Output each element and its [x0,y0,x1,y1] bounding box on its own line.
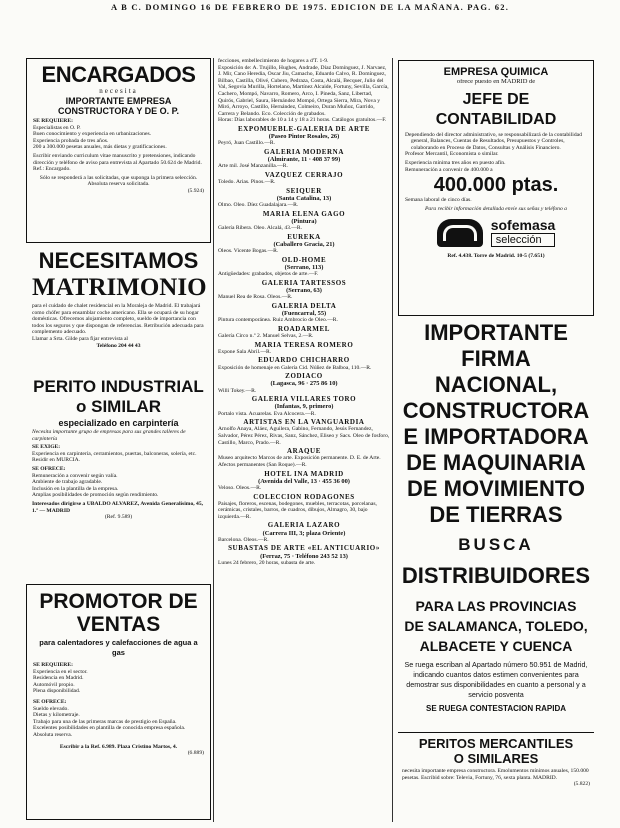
ad-ref: (6.889) [187,750,204,757]
list-item: Experiencia en el sector. [33,668,88,675]
gallery-desc: Portalo vista. Acuarelas. Eva Alcocera.—R. [218,410,316,417]
gallery-intro: fecciones, embellecimiento de hogares a d'T. 1-9. [218,58,329,64]
gallery-intro: Exposición de: A. Trujillo, Hughes, Andrade, Díaz Domínguez, J. Narvaez, J. Mir, Cano Heredia, Oscar Jiu, Camacho, Eduardo Calvo, R. Domínguez, Bilbao, Castilla, Olivé, Cubero, Pedraza, Costa, Alcalá, Becquer, Julio del Val, Segovia Murilla, Hortelano, Martínez Alcaide, Fortuny, Sevilla, García, Cachero, Mompó, Navarro, Romero, Arco, I. Pineda, Sanz, Libertad, Quirós, Gabriel, Saura, Hernández Mompó, Ortega Sierra, Mira, Nova y Miró, Arroyo, Castillo, Hernández, Colmeiro, Duran Muñoz, Garrido, Carrera y Belando. Eco. Colección de grabados. [218,64,389,117]
gallery-list [218,126,390,567]
gallery-name: ARAQUE [287,447,321,456]
gallery-desc: Museo arquitecto Marcos de arte. Exposición permanente. D. E. de Arte. Afectos permanentes (San Roque).—R. [218,455,381,468]
gallery-name: VAZQUEZ CERRAJO [264,170,344,179]
ad-title: FIRMA NACIONAL, [434,346,558,397]
gallery-desc: Lunes 24 febrero, 20 horas, subasta de arte. [218,559,316,566]
gallery-address: (Serrano, 63) [286,286,322,294]
list-item: Buen conocimiento y experiencia en urbanizaciones. [33,131,152,138]
page-header: A B C. DOMINGO 16 DE FEBRERO DE 1975. EDICION DE LA MAÑANA. PAG. 62. [110,2,510,12]
ad-info: Para recibir información detallada envíe sus señas y teléfono a [425,205,567,212]
gallery-entry [218,280,390,301]
list-item: Experiencia en carpintería, cerramientos, puertas, balconeras, solería, etc. [32,450,197,457]
ad-title: DE MOVIMIENTO [406,476,586,501]
gallery-name: EUREKA [287,232,321,241]
ad-subtitle: necesita [99,87,138,95]
gallery-address: (Serrano, 113) [284,263,324,271]
column-divider [392,58,393,822]
gallery-desc: Willi Tokey.—R. [218,387,257,394]
ad-title: CONSTRUCTORA [402,398,590,423]
list-item: Dietas y kilometraje. [33,712,80,719]
ad-empresa-quimica [398,60,594,316]
gallery-entry [218,172,390,186]
ad-title: ENCARGADOS [41,62,196,87]
ad-perito [26,374,211,560]
list-item: Trabajo para una de las primeras marcas de prestigio en España. [33,718,177,725]
gallery-name: EXPOMUEBLE-GALERIA DE ARTE [237,124,371,133]
gallery-address: (Infantas, 9, primero) [274,403,334,411]
gallery-name: MARIA TERESA ROMERO [254,340,354,349]
gallery-entry [218,357,390,371]
gallery-name: COLECCION RODAGONES [253,492,355,501]
ad-title: DISTRIBUIDORES [401,563,591,588]
logo-text: selección [491,233,556,247]
gallery-desc: Antigüedades: grabados, objetos de arte.—F. [218,271,319,278]
ad-title: E IMPORTADORA [403,424,589,449]
ad-firma-nacional [398,320,594,730]
list-item: Inclusión en la plantilla de la empresa. [32,485,119,492]
gallery-entry [218,257,390,278]
gallery-name: ARTISTAS EN LA VANGUARDIA [243,418,365,427]
gallery-desc: Pintura contemporánea. Ruiz Ambrocio de Oleo.—R. [218,317,338,324]
gallery-name: ROADARMEL [277,324,331,333]
list-item: Remuneración a convenir de 400.000 a [405,166,493,173]
ad-title: PROMOTOR DE VENTAS [39,590,198,636]
gallery-desc: Olmo. Oleo. Díez Guadalajara.—R. [218,202,299,209]
ad-subtitle: DE SALAMANCA, TOLEDO, [404,618,588,634]
column-divider [213,58,214,822]
list-item: Especialistas en O. P. [33,124,81,131]
gallery-name: HOTEL INA MADRID [264,469,344,478]
ad-contact: Interesados dirigirse a UBALDO ALVAREZ, Avenida Generalísimo, 45, 1.º — MADRID [32,500,204,514]
ad-title: DE TIERRAS [429,502,563,527]
ad-body: Escribir enviando curriculum vitae manuscrito y pretensiones, indicando dirección y teléfono de aviso para entrevista al Apartado 50.624 de Madrid. Ref.: Encargado. [33,152,202,173]
ad-title: MATRIMONIO [32,274,207,301]
gallery-desc: Paisajes, floreros, escenas, bodegones, muebles, terracotas, porcelanas, cerámicas, cristales, barros, de cuadros, dibujos, Almagro, 30, bajo izquierda.—R. [218,500,377,520]
gallery-entry [218,494,390,521]
list-item: Amplias posibilidades de promoción según rendimiento. [32,492,159,499]
ad-peritos-mercantiles [398,732,594,822]
ad-ref: (5.924) [187,187,204,194]
list-item: Automóvil propio. [33,681,75,688]
section-label: SE OFRECE: [33,698,67,705]
gallery-entry [218,522,390,543]
ad-contact: Escribir a la Ref. 6.989. Plaza Cristino Martos, 4. [59,743,178,750]
section-label: SE REQUIERE: [33,662,73,668]
logo-text: sofemasa [490,217,556,234]
ad-contact: Llamar a Srta. Gilde para fijar entrevista al [32,335,128,342]
ad-title: o SIMILAR [76,397,161,416]
section-label: SE EXIGE: [32,444,61,451]
section-label: SE REQUIERE: [33,118,73,124]
ad-company: IMPORTANTE EMPRESA CONSTRUCTORA Y DE O. P. [57,96,180,116]
sofemasa-mark-icon [437,219,483,247]
list-item: Experiencia mínima tres años en puesto afín. [405,159,506,166]
gallery-entry [218,545,390,566]
gallery-entry [218,419,390,446]
gallery-address: (Pintura) [291,217,317,225]
ad-company: EMPRESA QUIMICA [443,66,549,78]
ad-subtitle: BUSCA [458,535,534,554]
ad-body: para el cuidado de chalet residencial en la Moraleja de Madrid. Él trabajará como chófer para ensamblar coche americano. Ella se ocupará de su hogar domésticas. Ofrecemos alojamiento completo, sueldo de importancia con todos los seguros y que dispongan de referencias. Retribución adecuada para complemento adecuado. [32,303,204,336]
gallery-name: GALERIA DELTA [271,301,337,310]
list-item: Residir en MURCIA. [32,457,81,464]
gallery-desc: Peyró, Juan Castillo.—R. [218,140,276,147]
ad-title: PERITO INDUSTRIAL [33,377,204,396]
list-item: Absoluta reserva. [33,731,73,738]
gallery-address: (Fuencarral, 55) [281,309,327,317]
ad-title: IMPORTANTE [424,320,568,345]
ad-subtitle: PARA LAS PROVINCIAS [415,598,577,614]
gallery-entry [218,471,390,492]
gallery-desc: Exposición de homenaje en Galería Cid. Núñez de Balboa, 110.—R. [218,364,372,371]
gallery-entry [218,326,390,340]
gallery-entry [218,342,390,356]
gallery-entry [218,448,390,468]
ad-body: Necesita importante grupo de empresas para sus grandes talleres de carpintería [32,429,186,442]
gallery-desc: Barcelona. Oleos.—R. [218,536,269,543]
gallery-desc: Galería Circo n.º 2. Manuel Selvas, 2.—R. [218,332,314,339]
list-item: Ambiente de trabajo agradable. [32,479,103,486]
gallery-address: (Carrera III, 3; plaza Oriente) [262,529,346,537]
ad-title: O SIMILARES [453,751,539,766]
gallery-name: MARIA ELENA GAGO [262,209,346,218]
list-item: Profesor Mercantil, Economista o similar. [405,151,499,158]
ad-subtitle: especializado en carpintería [58,418,179,428]
gallery-name: SUBASTAS DE ARTE «EL ANTICUARIO» [228,544,380,553]
ad-subtitle: ALBACETE Y CUENCA [419,638,573,654]
list-item: Residencia en Madrid. [33,675,84,682]
galleries-listing [216,58,392,822]
section-label: SE OFRECE: [32,465,66,472]
gallery-desc: Arnolfo Anaya, Aláez, Aguilera, Gabino, Fernando, Jesús Fernandez, Salvador, Pérez Pérez, Rivas, Sanz, Sánchez, Eliseo y Sacs. Oleo de fosforo, Castillo, Marco, Prado.—R. [218,426,390,446]
ad-title: NECESITAMOS [38,248,199,273]
gallery-desc: Veloso. Oleos.—R. [218,484,262,491]
gallery-name: ZODIACO [285,372,323,381]
ad-title: DE MAQUINARIA [406,450,586,475]
list-item: Excelentes posibilidades en plantilla de conocida empresa española. [33,725,186,732]
gallery-entry [218,211,390,232]
gallery-address: (Almirante, 11 · 408 37 99) [267,156,341,164]
gallery-desc: Toledo. Arias. Pinos.—R. [218,179,276,186]
list-item: Remuneración a convenir según valía. [32,472,118,479]
gallery-desc: Arte mil. José Manzanilla.—R. [218,163,288,170]
gallery-name: GALERIA MODERNA [264,147,344,156]
ad-title: JEFE DE CONTABILIDAD [435,90,557,128]
gallery-entry [218,373,390,394]
ad-ref: Ref. 4.438. Torre de Madrid. 10-5 (7.651) [447,253,545,260]
ad-subtitle: ofrece puesto en MADRID de [456,79,536,85]
list-item: Plena disponibilidad. [33,688,81,695]
ad-encargados [26,58,211,243]
gallery-desc: Oleos. Vicente Bogas.—R. [218,248,279,255]
gallery-entry [218,303,390,324]
gallery-entry [218,234,390,255]
gallery-address: (Ferraz, 75 · Teléfono 243 52 13) [260,552,348,560]
list-item: Semana laboral de cinco días. [405,197,472,204]
ad-note: Sólo se responderá a las solicitadas, que suponga la primera selección. Absoluta reserva solicitada. [39,174,198,188]
ad-ref: (5.822) [573,781,590,788]
ad-body: necesita importante empresa constructora. Emolumentos mínimos anuales, 150.000 pesetas. Escribid sobre: Televia, Fortuny, 76, sexta planta. MADRID. [402,768,589,781]
gallery-address: (Caballero Gracia, 21) [273,240,335,248]
ad-ref: (Ref. 9.589) [104,514,133,521]
list-item: Sueldo elevado. [33,705,69,712]
gallery-name: EDUARDO CHICHARRO [258,356,350,365]
ad-body: Se ruega escriban al Apartado número 50.951 de Madrid, indicando cuantos datos estimen convenientes para demostrar sus disponibilidades en cuanto a personal y a servicio posventa [404,660,588,699]
ad-matrimonio [26,246,211,370]
salary: 400.000 ptas. [433,174,559,197]
gallery-hours: Horas: Días laborables de 10 a 14 y 18 a 21 horas. Catálogos gratuitos.—F. [218,117,387,124]
gallery-entry [218,396,390,417]
ad-promotor [26,584,211,820]
gallery-entry [218,126,390,147]
gallery-address: (Lagasca, 96 · 275 86 10) [270,380,338,388]
gallery-desc: Manuel Rea de Rosa. Oleos.—R. [218,294,293,301]
sofemasa-logo [405,218,587,247]
gallery-name: OLD-HOME [281,255,327,264]
gallery-desc: Expone Sala Abril.—R. [218,348,272,355]
gallery-address: (Avenida del Valle, 13 · 455 36 00) [258,477,350,485]
list-item: Experiencia probada de tres años. [33,137,109,144]
list-item: 200 a 300.000 pesetas anuales, más dietas y gratificaciones. [33,144,167,151]
ad-subtitle: para calentadores y calefacciones de agua a gas [39,638,198,657]
ad-phone: Teléfono 204 44 43 [96,342,141,349]
gallery-address: (Santa Catalina, 13) [276,194,332,202]
gallery-name: GALERIA TARTESSOS [261,278,347,287]
gallery-entry [218,188,390,209]
gallery-name: SEIQUER [286,186,322,195]
gallery-address: (Paseo Pintor Rosales, 26) [268,133,340,141]
list-item: Dependiendo del director administrativo, se responsabilizará de la contabilidad general, Balances, Cuentas de Resultados, Presupuestos y Controles, colaborando en Proceso de Datos, Consultas y Análisis Financiero. [405,131,582,151]
gallery-name: GALERIA LAZARO [267,521,341,530]
gallery-desc: Galería Ribera. Oleo. Alcalá, 43.—R. [218,225,303,232]
ad-title: PERITOS MERCANTILES [418,736,574,751]
ad-footer: SE RUEGA CONTESTACION RAPIDA [425,704,566,713]
gallery-name: GALERIA VILLARES TORO [251,395,357,404]
gallery-entry [218,149,390,170]
